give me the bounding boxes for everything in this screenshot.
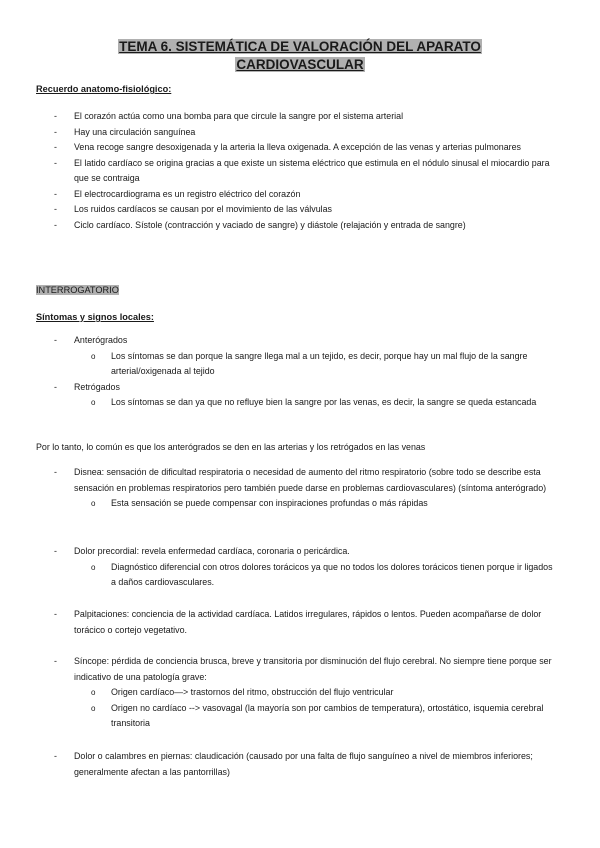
symptom-text: Disnea: sensación de dificultad respiratoria o necesidad de aumento del ritmo respiratorio (sobre todo se describe esta sensación en problemas respiratorios pero también puede darse en problemas cardiovasculares) (síntoma anterógrado): [74, 467, 547, 493]
title-line-1: TEMA 6. SISTEMÁTICA DE VALORACIÓN DEL APARATO: [119, 39, 481, 54]
type-label: Anterógrados: [74, 335, 128, 345]
sub-item: o Origen no cardíaco --> vasovagal (la mayoría son por cambios de temperatura), ortostático, isquemia cerebral transitoria: [74, 701, 556, 732]
list-item: - Hay una circulación sanguínea: [36, 125, 556, 141]
list-item: [36, 465, 556, 512]
tipos-list: [36, 333, 556, 411]
recuerdo-heading: Recuerdo anatomo-fisiológico:: [36, 84, 172, 94]
type-label: Retrógados: [74, 381, 120, 392]
list-item: - El electrocardiograma es un registro eléctrico del corazón: [36, 187, 556, 203]
title-line-2: CARDIOVASCULAR: [236, 57, 364, 72]
sub-item: o Los síntomas se dan porque la sangre llega mal a un tejido, es decir, porque hay un mal flujo de la sangre arterial/oxigenada al tejido: [74, 349, 556, 380]
interrogatorio-heading: INTERROGATORIO: [36, 285, 119, 295]
symptom-disnea: [36, 465, 556, 512]
list-item: [36, 380, 556, 411]
symptom-calambres: [36, 749, 556, 780]
summary-paragraph: Por lo tanto, lo común es que los anterógrados se den en las arterias y los retrógados en las venas: [36, 442, 426, 452]
sub-item: o Origen cardíaco—> trastornos del ritmo, obstrucción del flujo ventricular: [74, 685, 556, 701]
list-item: - El latido cardíaco se origina gracias a que existe un sistema eléctrico que estimula en el nódulo sinusal el miocardio para que se contraiga: [36, 156, 556, 187]
symptom-text: Síncope: pérdida de conciencia brusca, breve y transitoria por disminución del flujo cerebral. No siempre tiene porque ser indicativo de una patología grave:: [74, 656, 552, 682]
list-item: - Dolor o calambres en piernas: claudicación (causado por una falta de flujo sanguíneo a nivel de miembros inferiores; generalmente afectan a las pantorrillas): [36, 749, 556, 780]
list-item: - El corazón actúa como una bomba para que circule la sangre por el sistema arterial: [36, 109, 556, 125]
list-item: - Vena recoge sangre desoxigenada y la arteria la lleva oxigenada. A excepción de las venas y arterias pulmonares: [36, 140, 556, 156]
list-item: - Palpitaciones: conciencia de la actividad cardíaca. Latidos irregulares, rápidos o lentos. Pueden acompañarse de dolor torácico o cortejo vegetativo.: [36, 607, 556, 638]
sub-item: o Los síntomas se dan ya que no refluye bien la sangre por las venas, es decir, la sangre se queda estancada: [74, 395, 556, 411]
sub-item: o Esta sensación se puede compensar con inspiraciones profundas o más rápidas: [74, 496, 556, 512]
sintomas-heading: Síntomas y signos locales:: [36, 312, 154, 322]
list-item: [36, 544, 556, 591]
list-item: [36, 333, 556, 380]
recuerdo-list: [36, 109, 556, 233]
sub-item: o Diagnóstico diferencial con otros dolores torácicos ya que no todos los dolores torácicos tienen porque ir ligados a daños cardiovasculares.: [74, 560, 556, 591]
list-item: [36, 654, 556, 732]
page-title: [40, 38, 560, 74]
symptom-text: Dolor precordial: revela enfermedad cardíaca, coronaria o pericárdica.: [74, 546, 350, 556]
symptom-dolor-precordial: [36, 544, 556, 591]
list-item: - Los ruidos cardíacos se causan por el movimiento de las válvulas: [36, 202, 556, 218]
symptom-palpitaciones: [36, 607, 556, 638]
symptom-sincope: [36, 654, 556, 732]
list-item: - Ciclo cardíaco. Sístole (contracción y vaciado de sangre) y diástole (relajación y entrada de sangre): [36, 218, 556, 234]
